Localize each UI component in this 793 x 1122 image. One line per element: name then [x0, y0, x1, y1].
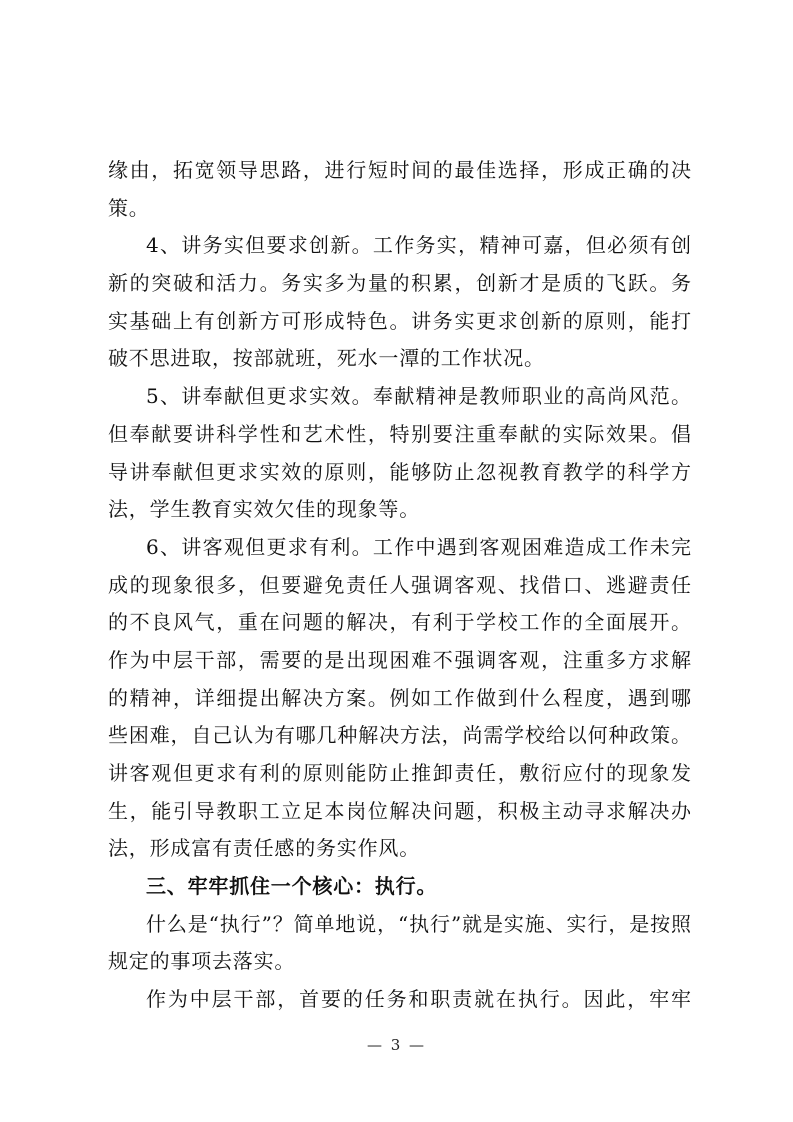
text-line: 5、讲奉献但更求实效。奉献精神是教师职业的高尚风范。 [146, 384, 691, 409]
text-line: 法，学生教育实效欠佳的现象等。 [108, 497, 420, 522]
text-line: 破不思进取，按部就班，死水一潭的工作状况。 [108, 346, 545, 371]
paragraph [108, 906, 691, 981]
page-number: — 3 — [366, 1036, 427, 1054]
paragraph [108, 529, 691, 868]
text-line: 讲客观但更求有利的原则能防止推卸责任，敷衍应付的现象发 [108, 761, 691, 785]
paragraph [108, 227, 691, 378]
text-line: 但奉献要讲科学性和艺术性，特别要注重奉献的实际效果。倡 [108, 421, 691, 446]
text-line: 作为中层干部，首要的任务和职责就在执行。因此，牢牢 [146, 987, 691, 1012]
document-body [108, 152, 691, 1019]
text-line: 成的现象很多，但要避免责任人强调客观、找借口、逃避责任 [108, 572, 691, 597]
text-line: 策。 [108, 195, 150, 220]
paragraph [108, 152, 691, 227]
section-heading [108, 868, 691, 906]
text-line: 缘由，拓宽领导思路，进行短时间的最佳选择，形成正确的决 [108, 158, 691, 182]
paragraph [108, 981, 691, 1019]
text-line: 生，能引导教职工立足本岗位解决问题，积极主动寻求解决办 [108, 798, 691, 823]
text-line: 作为中层干部，需要的是出现困难不强调客观，注重多方求解 [108, 647, 691, 672]
text-line: 新的突破和活力。务实多为量的积累，创新才是质的飞跃。务 [108, 271, 691, 296]
text-line: 实基础上有创新方可形成特色。讲务实更求创新的原则，能打 [108, 308, 691, 333]
text-line: 法，形成富有责任感的务实作风。 [108, 836, 420, 861]
text-line: 的精神，详细提出解决方案。例如工作做到什么程度，遇到哪 [108, 685, 691, 710]
paragraph [108, 378, 691, 529]
text-line: 的不良风气，重在问题的解决，有利于学校工作的全面展开。 [108, 610, 691, 635]
text-line: 些困难，自己认为有哪几种解决方法，尚需学校给以何种政策。 [108, 723, 691, 748]
text-line: 6、讲客观但更求有利。工作中遇到客观困难造成工作未完 [146, 534, 691, 559]
text-line: 导讲奉献但更求实效的原则，能够防止忽视教育教学的科学方 [108, 459, 691, 484]
text-line: 规定的事项去落实。 [108, 949, 296, 974]
text-line: 什么是“执行”？简单地说，“执行”就是实施、实行，是按照 [146, 911, 691, 936]
text-line: 4、讲务实但要求创新。工作务实，精神可嘉，但必须有创 [146, 233, 691, 258]
text-line: 三、牢牢抓住一个核心：执行。 [146, 874, 438, 899]
